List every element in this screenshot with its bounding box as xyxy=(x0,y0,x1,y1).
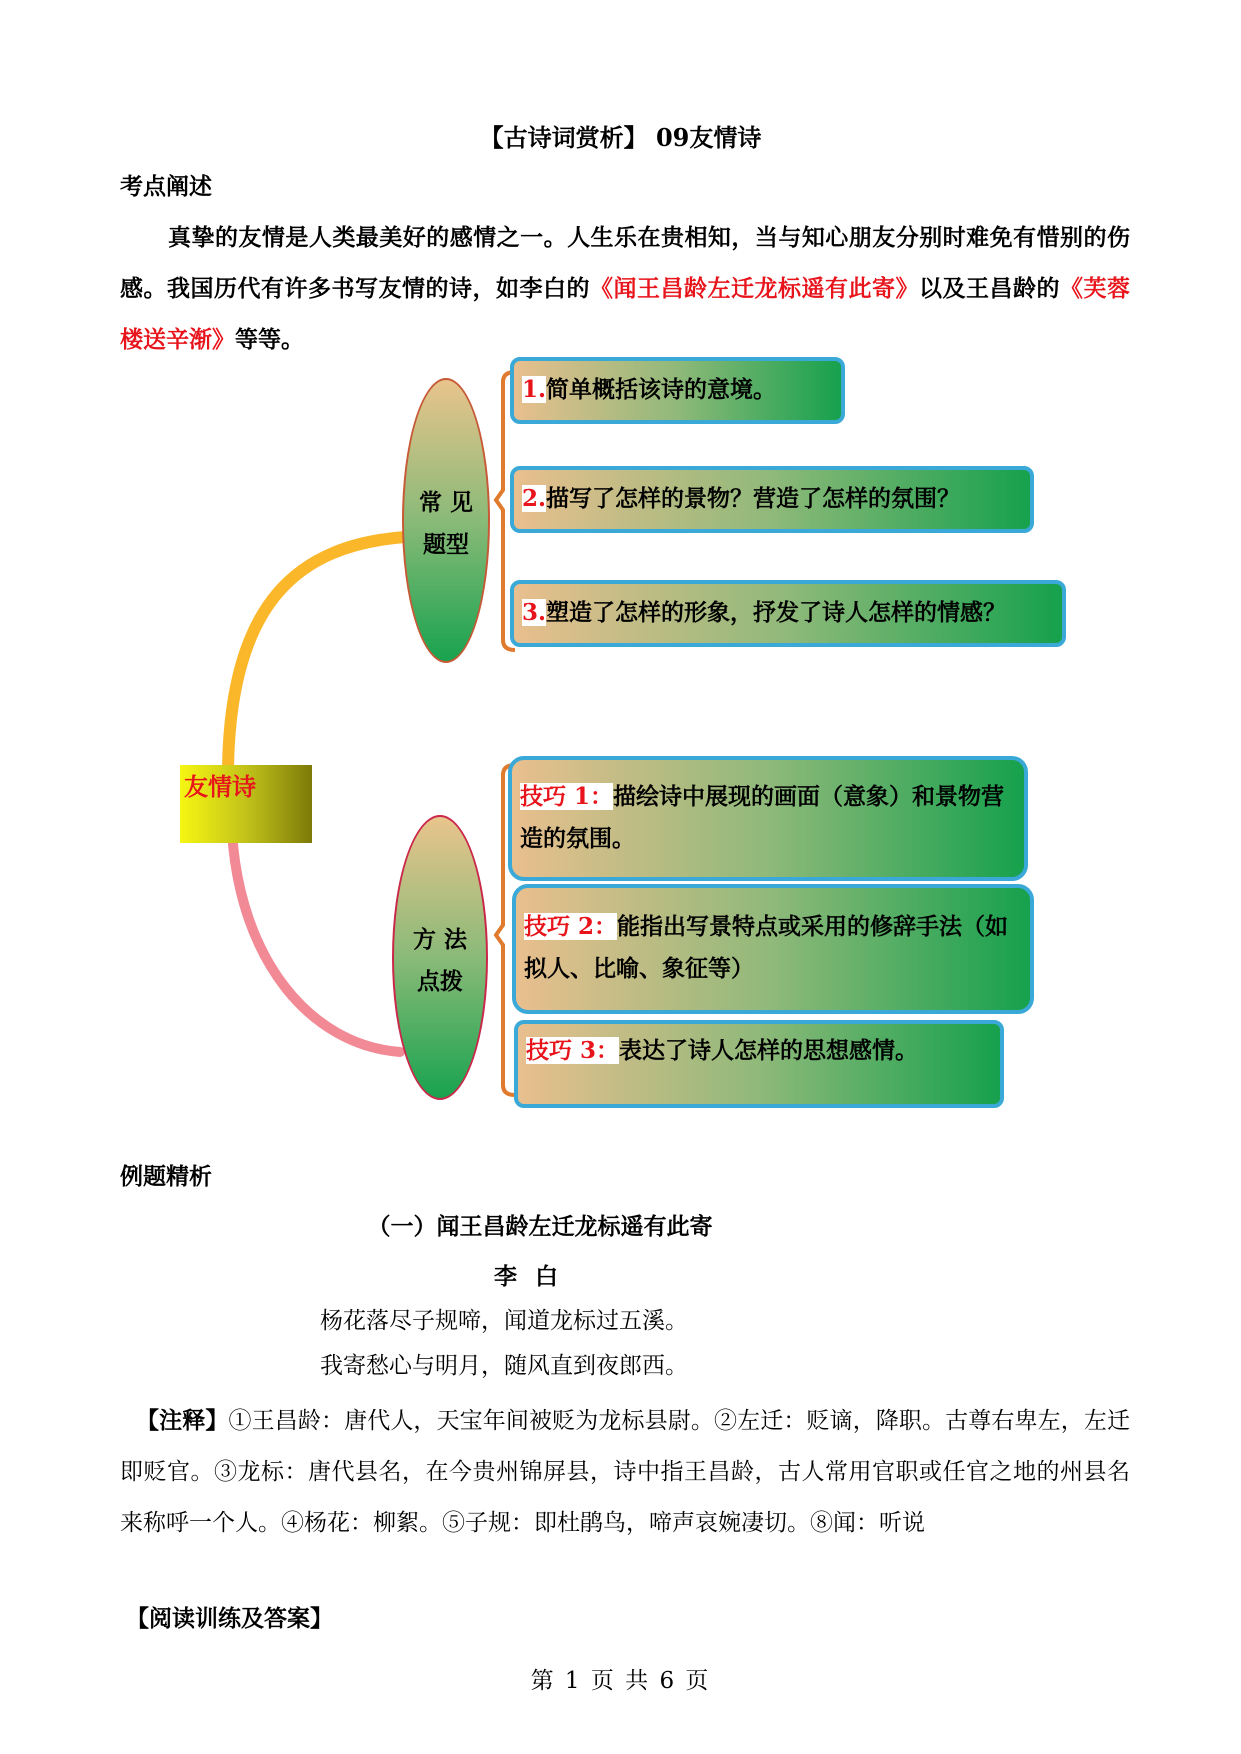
section-heading-examples: 例题精析 xyxy=(120,1163,212,1190)
question-text: 塑造了怎样的形象，抒发了诗人怎样的情感？ xyxy=(546,599,1007,626)
question-box-2 xyxy=(510,466,1034,533)
tip-text: 描绘诗中展现的画面（意象）和景物营造的氛围。 xyxy=(520,783,1005,852)
question-box-1 xyxy=(510,357,845,424)
page-title: 【古诗词赏析】 09友情诗 xyxy=(479,123,762,152)
tip-number: 技巧 3： xyxy=(526,1037,620,1064)
tip-text: 能指出写景特点或采用的修辞手法（如拟人、比喻、象征等） xyxy=(524,913,1009,982)
poem-title: （一）闻王昌龄左迁龙标遥有此寄 xyxy=(367,1213,713,1240)
section-heading-kaodian: 考点阐述 xyxy=(120,173,212,200)
notes-label: 【注释】 xyxy=(136,1407,229,1434)
poem-line-1: 杨花落尽子规啼，闻道龙标过五溪。 xyxy=(320,1308,688,1334)
branch-methods xyxy=(392,815,488,1100)
question-number: 3. xyxy=(522,599,547,626)
branch-connector-bottom xyxy=(232,832,400,1052)
tip-text: 表达了诗人怎样的思想感情。 xyxy=(619,1037,919,1064)
mindmap-center-topic: 友情诗 xyxy=(180,765,312,843)
intro-text-1: 真挚的友情是人类最美好的感情之一。人生乐在贵相知，当与知心朋友分别时难免有惜别的伤感。我国历代有许多书写友情的诗，如李白的 xyxy=(120,224,1130,302)
question-text: 简单概括该诗的意境。 xyxy=(546,376,777,403)
tip-box-2 xyxy=(512,884,1034,1014)
poem-line-2: 我寄愁心与明月，随风直到夜郎西。 xyxy=(320,1353,688,1379)
tip-box-3 xyxy=(514,1020,1004,1108)
question-text: 描写了怎样的景物？营造了怎样的氛围？ xyxy=(546,485,961,512)
intro-poem-2: 《芙蓉楼送辛渐》 xyxy=(120,275,1130,353)
tip-number: 技巧 1： xyxy=(520,783,614,810)
intro-text-2: 以及王昌龄的 xyxy=(919,275,1060,302)
intro-text-3: 等等。 xyxy=(235,326,304,353)
branch-methods-line2: 点拨 xyxy=(417,968,463,995)
intro-poem-1: 《闻王昌龄左迁龙标遥有此寄》 xyxy=(590,275,919,302)
tip-box-1 xyxy=(508,756,1028,881)
section-heading-reading: 【阅读训练及答案】 xyxy=(126,1605,333,1632)
branch-question-types xyxy=(402,378,490,663)
question-number: 2. xyxy=(522,485,547,512)
notes-paragraph xyxy=(120,1395,1130,1549)
tip-number: 技巧 2： xyxy=(524,913,618,940)
notes-text: ①王昌龄：唐代人，天宝年间被贬为龙标县尉。②左迁：贬谪，降职。古尊右卑左，左迁即贬官。③龙标：唐代县名，在今贵州锦屏县，诗中指王昌龄，古人常用官职或任官之地的州县名来称呼一个人。④杨花：柳絮。⑤子规：即杜鹃鸟，啼声哀婉凄切。⑧闻：听说 xyxy=(120,1408,1131,1536)
page-footer: 第 1 页 共 6 页 xyxy=(530,1668,711,1694)
branch-methods-line1: 方 法 xyxy=(412,926,467,953)
branch-question-types-line2: 题型 xyxy=(423,531,469,558)
question-number: 1. xyxy=(522,376,547,403)
branch-question-types-line1: 常 见 xyxy=(418,489,473,516)
poem-author: 李白 xyxy=(494,1263,576,1290)
branch-connector-top xyxy=(228,537,405,770)
question-box-3 xyxy=(510,580,1066,647)
